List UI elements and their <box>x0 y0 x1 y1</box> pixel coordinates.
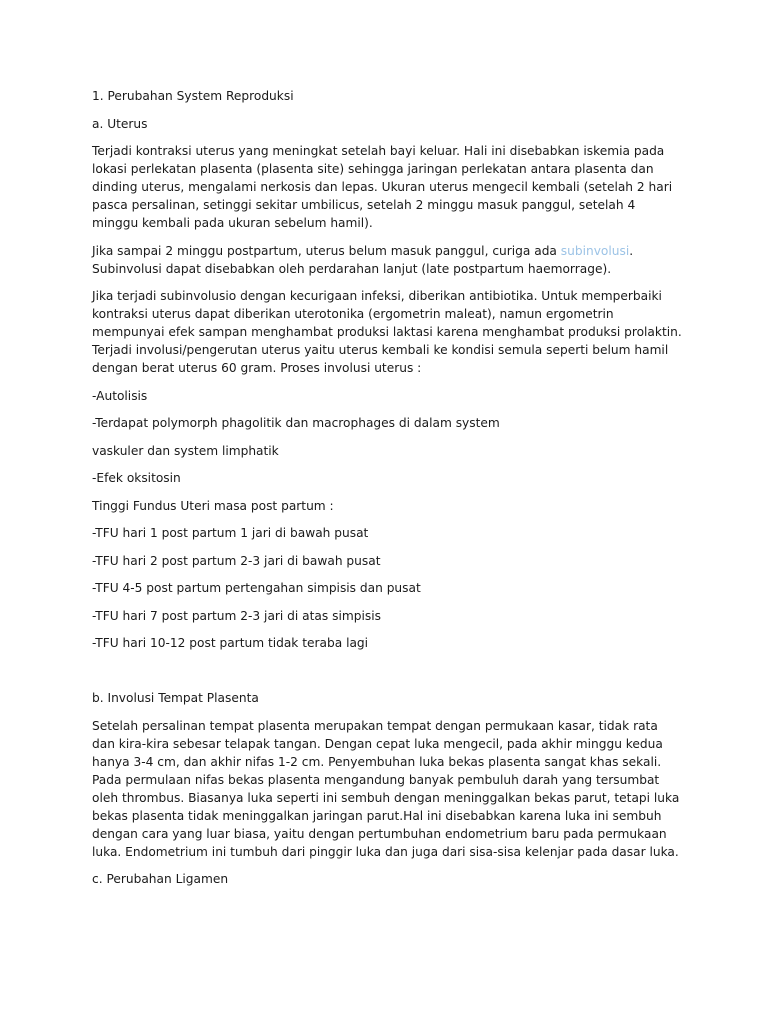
heading-text: 1. Perubahan System Reproduksi <box>92 89 294 103</box>
list-item-oksitosin <box>92 469 682 487</box>
subsection-heading-plasenta <box>92 689 682 707</box>
paragraph-text: Jika terjadi subinvolusio dengan kecurigaan infeksi, diberikan antibiotika. Untuk memperbaiki kontraksi uterus dapat diberikan uterotonika (ergometrin maleat), namun ergometrin mempunyai efek sampan menghambat produksi laktasi karena menghambat produksi prolaktin. Terjadi involusi/pengerutan uterus yaitu uterus kembali ke kondisi semula seperti belum hamil dengan berat uterus 60 gram. Proses involusi uterus : <box>92 289 682 375</box>
section-heading-reproduksi <box>92 87 682 105</box>
list-text: -Autolisis <box>92 388 148 403</box>
paragraph-plasenta <box>92 717 682 861</box>
paragraph-infeksi <box>92 287 682 377</box>
heading-text: b. Involusi Tempat Plasenta <box>92 691 259 705</box>
subinvolusi-link[interactable]: subinvolusi <box>560 243 630 258</box>
subsection-heading-uterus <box>92 115 682 133</box>
heading-text: c. Perubahan Ligamen <box>92 872 229 886</box>
tfu-item-hari-7 <box>92 607 682 625</box>
heading-text: Tinggi Fundus Uteri masa post partum : <box>92 498 334 513</box>
paragraph-kontraksi-uterus <box>92 142 682 232</box>
heading-text: a. Uterus <box>92 116 148 131</box>
list-text: -Terdapat polymorph phagolitik dan macrophages di dalam system <box>92 416 500 430</box>
list-text: -TFU hari 7 post partum 2-3 jari di atas simpisis <box>92 608 381 623</box>
tfu-item-hari-2 <box>92 552 682 570</box>
paragraph-subinvolusi <box>92 242 682 278</box>
list-text: -TFU hari 2 post partum 2-3 jari di bawah pusat <box>92 553 381 568</box>
list-item-vaskuler <box>92 442 682 460</box>
tfu-item-hari-4-5 <box>92 579 682 597</box>
list-text: -TFU hari 10-12 post partum tidak teraba lagi <box>92 636 369 650</box>
list-text: vaskuler dan system limphatik <box>92 443 279 458</box>
blank-line <box>92 662 682 680</box>
paragraph-text: Setelah persalinan tempat plasenta merupakan tempat dengan permukaan kasar, tidak rata dan kira-kira sebesar telapak tangan. Dengan cepat luka mengecil, pada akhir minggu kedua hanya 3-4 cm, dan akhir nifas 1-2 cm. Penyembuhan luka bekas plasenta sangat khas sekali. Pada permulaan nifas bekas plasenta mengandung banyak pembuluh darah yang tersumbat oleh thrombus. Biasanya luka seperti ini sembuh dengan meninggalkan bekas parut, tetapi luka bekas plasenta tidak meninggalkan jaringan parut.Hal ini disebabkan karena luka ini sembuh dengan cara yang luar biasa, yaitu dengan pertumbuhan endometrium baru pada permukaan luka. Endometrium ini tumbuh dari pinggir luka dan juga dari sisa-sisa kelenjar pada dasar luka. <box>92 718 680 859</box>
subsection-heading-ligamen <box>92 870 682 888</box>
tfu-heading <box>92 497 682 515</box>
paragraph-text: Terjadi kontraksi uterus yang meningkat setelah bayi keluar. Hali ini disebabkan iskemia pada lokasi perlekatan plasenta (plasenta site) sehingga jaringan perlekatan antara plasenta dan dinding uterus, mengalami nerkosis dan lepas. Ukuran uterus mengecil kembali (setelah 2 hari pasca persalinan, setinggi sekitar umbilicus, setelah 2 minggu masuk panggul, setelah 4 minggu kembali pada ukuran sebelum hamil). <box>92 144 673 230</box>
paragraph-text: . Subinvolusi dapat disebabkan oleh perdarahan lanjut (late postpartum haemorrage). <box>92 243 634 276</box>
list-text: -Efek oksitosin <box>92 471 181 485</box>
list-item-autolisis <box>92 387 682 405</box>
paragraph-text: Jika sampai 2 minggu postpartum, uterus belum masuk panggul, curiga ada <box>92 243 561 258</box>
tfu-item-hari-1 <box>92 524 682 542</box>
document-body <box>92 87 682 898</box>
list-item-polymorph <box>92 414 682 432</box>
tfu-item-hari-10-12 <box>92 634 682 652</box>
list-text: -TFU 4-5 post partum pertengahan simpisis dan pusat <box>92 581 421 595</box>
list-text: -TFU hari 1 post partum 1 jari di bawah pusat <box>92 526 369 540</box>
